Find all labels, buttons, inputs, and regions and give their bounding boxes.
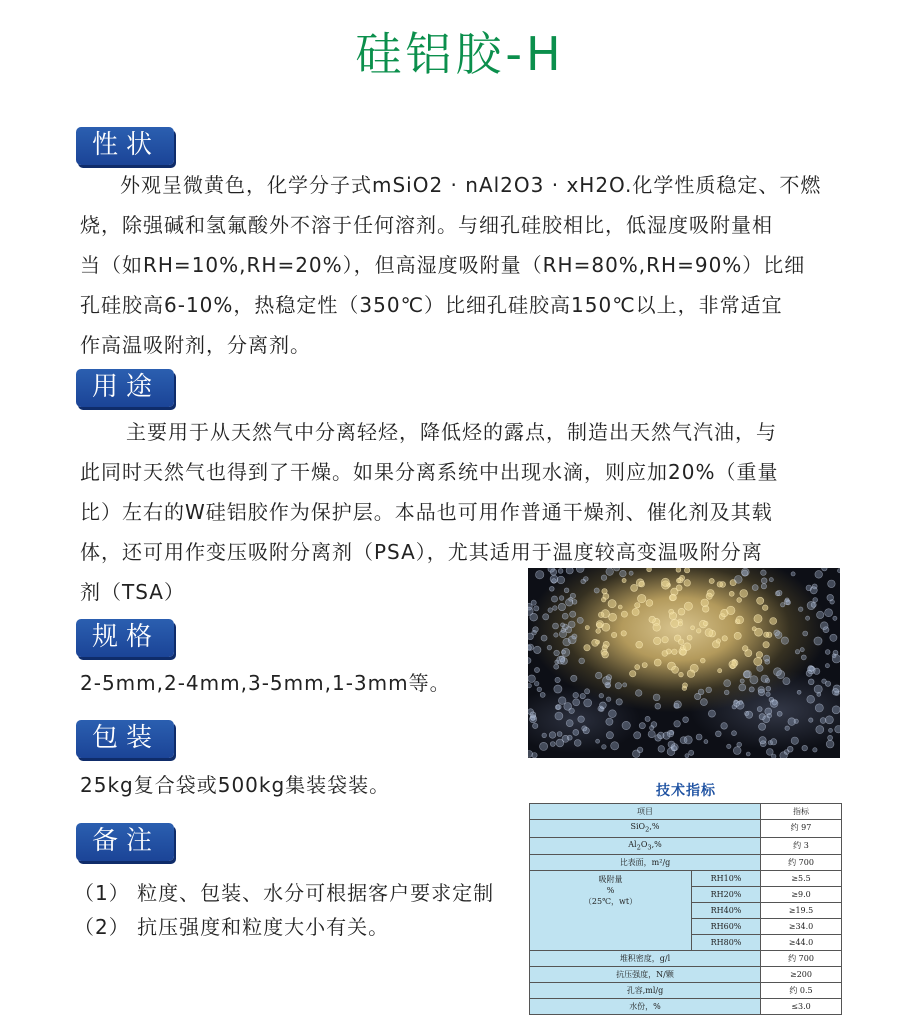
uses-line-3: 比）左右的W硅铝胶作为保护层。本品也可用作普通干燥剂、催化剂及其载 — [80, 500, 773, 524]
bead — [687, 635, 692, 640]
bead — [598, 612, 604, 618]
bead — [557, 576, 565, 584]
table-row — [530, 951, 842, 967]
bead — [609, 613, 617, 621]
bead — [815, 571, 823, 579]
bead — [583, 727, 589, 733]
bead — [768, 741, 772, 745]
table-row — [530, 837, 842, 855]
bead — [732, 731, 737, 736]
bead — [572, 634, 577, 639]
bead — [548, 568, 555, 572]
bead — [658, 732, 665, 739]
header-value: 指标 — [761, 804, 842, 820]
bead — [649, 616, 656, 623]
table-row — [530, 855, 842, 871]
bead — [651, 722, 657, 728]
bead — [562, 650, 566, 654]
bead — [715, 731, 721, 737]
adsorption-label-line: （25℃，wt） — [583, 897, 638, 907]
bead — [828, 580, 836, 588]
bead — [833, 616, 837, 620]
bead — [568, 621, 575, 628]
bead — [655, 703, 661, 709]
bead — [555, 712, 563, 720]
bead — [601, 575, 607, 581]
bead — [813, 598, 818, 603]
bead — [678, 639, 684, 645]
bead — [757, 597, 764, 604]
bead — [676, 568, 681, 572]
bead — [645, 716, 650, 721]
bead — [637, 747, 643, 753]
bead — [740, 590, 748, 598]
table-row — [530, 820, 842, 838]
bead — [811, 602, 816, 607]
bead — [676, 585, 682, 591]
packaging-text: 25kg复合袋或500kg集装袋装。 — [80, 773, 391, 797]
bead — [662, 651, 668, 657]
bead — [638, 594, 646, 602]
bead — [737, 742, 742, 747]
bead — [791, 737, 798, 744]
bead — [756, 652, 762, 658]
bead — [596, 629, 601, 634]
bead — [815, 704, 823, 712]
bead — [551, 596, 557, 602]
bead — [533, 723, 538, 728]
bead — [573, 729, 579, 735]
row-item: 堆积密度，g/l — [530, 951, 761, 967]
bead — [803, 631, 808, 636]
bead — [658, 746, 665, 753]
bead — [618, 605, 622, 609]
bead — [597, 623, 603, 629]
bead — [775, 632, 782, 639]
bead — [594, 588, 599, 593]
row-item: 水份，% — [530, 999, 761, 1015]
bead — [786, 600, 791, 605]
bead — [820, 718, 826, 724]
section-label-notes: 备注 — [76, 823, 174, 861]
bead — [825, 716, 833, 724]
row-value: 约 0.5 — [761, 983, 842, 999]
table-header-row — [530, 804, 842, 820]
bead — [825, 609, 833, 617]
bead — [813, 748, 817, 752]
bead — [554, 650, 560, 656]
bead — [622, 578, 626, 582]
bead — [683, 717, 689, 723]
spec-table-caption: 技术指标 — [656, 783, 716, 799]
row-value: 约 700 — [761, 951, 842, 967]
adsorption-cond: RH40% — [692, 903, 761, 919]
bead — [717, 582, 723, 588]
bead — [639, 581, 645, 587]
bead — [583, 577, 588, 582]
bead — [606, 718, 613, 725]
bead — [622, 721, 630, 729]
bead — [672, 649, 678, 655]
bead — [621, 611, 627, 617]
bead — [777, 711, 782, 716]
bead — [553, 623, 559, 629]
bead — [708, 710, 715, 717]
table-row — [530, 983, 842, 999]
bead — [550, 742, 555, 747]
bead — [569, 708, 575, 714]
bead — [727, 606, 735, 614]
adsorption-label-line: 吸附量 — [598, 875, 623, 885]
bead — [532, 753, 537, 758]
bead — [806, 616, 810, 620]
bead — [830, 634, 837, 641]
bead — [822, 568, 827, 571]
bead — [558, 603, 565, 610]
bead — [816, 726, 824, 734]
bead — [674, 721, 681, 728]
bead — [704, 740, 708, 744]
bead — [621, 631, 626, 636]
bead — [576, 568, 584, 573]
adsorption-cond: RH60% — [692, 919, 761, 935]
uses-line-5: 剂（TSA） — [80, 580, 185, 604]
bead — [596, 739, 600, 743]
section-label-uses: 用途 — [76, 369, 174, 407]
bead — [766, 749, 773, 756]
bead — [635, 603, 640, 608]
bead — [785, 726, 790, 731]
bead — [742, 570, 748, 576]
bead — [733, 747, 741, 755]
note-item-1: （1） 粒度、包装、水分可根据客户要求定制 — [74, 881, 495, 905]
row-value: ≤3.0 — [761, 999, 842, 1015]
bead — [553, 606, 558, 611]
bead — [827, 594, 834, 601]
bead — [609, 710, 617, 718]
bead — [648, 731, 655, 738]
bead — [550, 575, 558, 583]
bead — [557, 732, 562, 737]
properties-line-1: 外观呈微黄色，化学分子式mSiO2 · nAl2O3 · xH2O.化学性质稳定、不燃 — [120, 173, 822, 197]
bead — [549, 586, 554, 591]
bead — [661, 578, 669, 586]
bead — [671, 746, 676, 751]
bead — [820, 622, 828, 630]
bead — [838, 569, 841, 573]
adsorption-value: ≥19.5 — [761, 903, 842, 919]
bead — [762, 605, 768, 611]
bead — [639, 723, 645, 729]
adsorption-cond: RH80% — [692, 935, 761, 951]
bead — [670, 594, 677, 601]
bead — [566, 568, 573, 574]
header-item: 项目 — [530, 804, 761, 820]
bead — [562, 613, 568, 619]
properties-paragraph — [80, 165, 850, 365]
bead — [603, 593, 609, 599]
adsorption-value: ≥44.0 — [761, 935, 842, 951]
bead — [559, 596, 564, 601]
adsorption-cond: RH10% — [692, 871, 761, 887]
section-label-properties: 性状 — [76, 127, 174, 165]
bead — [752, 627, 756, 631]
bead — [540, 742, 548, 750]
row-item-sio2: SiO$_2$,% — [530, 820, 761, 838]
bead — [701, 599, 709, 607]
row-item: 孔容,ml/g — [530, 983, 761, 999]
section-label-specs: 规格 — [76, 619, 174, 657]
bead — [709, 578, 714, 583]
bead — [608, 600, 616, 608]
bead — [737, 598, 742, 603]
row-item-al2o3: $Al_2O_3,\%$ — [530, 837, 761, 855]
bead — [684, 736, 692, 744]
bead — [685, 754, 689, 758]
bead — [757, 707, 762, 712]
bead — [653, 624, 661, 632]
bead — [776, 590, 782, 596]
bead — [759, 737, 766, 744]
bead — [801, 655, 806, 660]
bead — [684, 568, 689, 573]
bead — [742, 646, 748, 652]
bead — [759, 723, 766, 730]
row-value: 约 700 — [761, 855, 842, 871]
bead — [727, 744, 731, 748]
bead — [554, 633, 558, 637]
bead — [761, 584, 766, 589]
row-value: 约 3 — [761, 837, 842, 855]
table-row — [530, 871, 842, 887]
bead — [678, 608, 685, 615]
bead — [746, 711, 753, 718]
bead — [602, 745, 607, 750]
bead — [611, 632, 616, 637]
bead — [566, 599, 573, 606]
bead — [683, 643, 691, 651]
bead — [620, 570, 627, 577]
bead — [564, 588, 569, 593]
adsorption-label — [530, 871, 692, 951]
bead — [706, 593, 712, 599]
bead — [791, 572, 795, 576]
bead — [691, 626, 695, 630]
bead — [611, 742, 619, 750]
bead — [705, 629, 713, 637]
bead — [572, 599, 577, 604]
bead — [734, 576, 742, 584]
bead — [549, 732, 556, 739]
bead — [676, 578, 681, 583]
bead — [828, 735, 833, 740]
bead — [606, 732, 613, 739]
bead — [548, 608, 553, 613]
bead — [528, 645, 531, 650]
bead — [802, 745, 808, 751]
bead — [534, 606, 539, 611]
bead — [800, 648, 804, 652]
bead — [662, 637, 668, 643]
table-row — [530, 999, 842, 1015]
bead — [669, 609, 674, 614]
uses-line-4: 体，还可用作变压吸附分离剂（PSA），尤其适用于温度较高变温吸附分离 — [80, 540, 763, 564]
bead — [634, 732, 641, 739]
bead — [826, 740, 834, 748]
bead — [558, 569, 563, 574]
bead — [559, 630, 566, 637]
bead — [631, 584, 638, 591]
bead — [767, 713, 772, 718]
bead — [606, 568, 614, 575]
bead — [770, 618, 777, 625]
adsorption-cond: RH20% — [692, 887, 761, 903]
bead — [566, 720, 573, 727]
bead — [764, 655, 770, 661]
row-item: 比表面，m²/g — [530, 855, 761, 871]
bead — [798, 607, 803, 612]
bead — [734, 632, 741, 639]
bead — [678, 622, 682, 626]
bead — [761, 570, 767, 576]
row-value: 约 97 — [761, 820, 842, 838]
bead — [632, 608, 639, 615]
bead — [809, 718, 813, 722]
bead — [570, 593, 575, 598]
bead — [536, 571, 544, 579]
properties-line-4: 孔硅胶高6-10%，热稳定性（350℃）比细孔硅胶高150℃以上，非常适宜 — [80, 293, 783, 317]
bead — [541, 635, 547, 641]
bead — [754, 615, 762, 623]
bead — [629, 571, 633, 575]
bead — [736, 616, 744, 624]
bead — [684, 580, 691, 587]
properties-line-5: 作高温吸附剂，分离剂。 — [80, 333, 311, 357]
section-label-packaging: 包装 — [76, 720, 174, 758]
bead — [722, 636, 727, 641]
bead — [752, 585, 758, 591]
bead — [567, 735, 572, 740]
bead — [532, 630, 537, 635]
spec-table — [529, 803, 842, 1015]
bead — [696, 734, 702, 740]
note-item-2: （2） 抗压强度和粒度大小有关。 — [74, 915, 390, 939]
bead — [574, 740, 581, 747]
adsorption-value: ≥34.0 — [761, 919, 842, 935]
bead — [684, 602, 692, 610]
adsorption-label-line: % — [606, 886, 615, 896]
bead — [646, 600, 653, 607]
uses-line-1: 主要用于从天然气中分离轻烃，降低烃的露点，制造出天然气汽油，与 — [126, 420, 777, 444]
adsorption-value: ≥5.5 — [761, 871, 842, 887]
bead — [542, 733, 547, 738]
bead — [530, 613, 538, 621]
bead — [654, 637, 661, 644]
bead — [689, 750, 694, 755]
bead — [543, 614, 549, 620]
bead — [578, 716, 585, 723]
bead — [810, 587, 817, 594]
bead — [829, 728, 833, 732]
bead — [556, 704, 561, 709]
bead — [721, 723, 728, 730]
row-value: ≥200 — [761, 967, 842, 983]
properties-line-2: 烧，除强碱和氢氟酸外不溶于任何溶剂。与细孔硅胶相比，低湿度吸附量相 — [80, 213, 773, 237]
bead — [780, 752, 788, 758]
bead — [716, 639, 720, 643]
bead — [671, 619, 679, 627]
bead — [769, 578, 773, 582]
uses-line-2: 此同时天然气也得到了干燥。如果分离系统中出现水滴，则应加20%（重量 — [80, 460, 779, 484]
bead — [795, 650, 799, 654]
bead — [602, 651, 609, 658]
bead — [585, 626, 589, 630]
bead — [832, 654, 836, 658]
bead — [577, 617, 583, 623]
bead — [825, 650, 830, 655]
bead — [763, 642, 769, 648]
bead — [746, 752, 750, 756]
bead — [761, 578, 767, 584]
bead — [764, 632, 769, 637]
adsorption-value: ≥9.0 — [761, 887, 842, 903]
bead — [817, 611, 824, 618]
bead — [832, 706, 840, 714]
bead — [614, 568, 620, 571]
bead — [781, 637, 788, 644]
bead — [814, 637, 822, 645]
bead — [794, 719, 798, 723]
bead — [781, 603, 785, 607]
bead — [596, 640, 600, 644]
bead — [534, 646, 541, 653]
bead — [584, 645, 590, 651]
bead — [636, 641, 643, 648]
bead — [729, 591, 734, 596]
bead — [570, 611, 576, 617]
bead — [602, 645, 607, 650]
bead — [547, 645, 552, 650]
bead — [696, 629, 701, 634]
row-item: 抗压强度，N/颗 — [530, 967, 761, 983]
bead — [561, 623, 565, 627]
table-row — [530, 967, 842, 983]
page-title: 硅铝胶-H — [355, 27, 565, 81]
bead — [670, 730, 674, 734]
bead — [530, 716, 537, 723]
bead — [602, 623, 610, 631]
specs-text: 2-5mm,2-4mm,3-5mm,1-3mm等。 — [80, 671, 451, 695]
bead — [703, 621, 708, 626]
bead — [647, 568, 652, 572]
bead — [556, 739, 564, 747]
properties-line-3: 当（如RH=10%,RH=20%），但高湿度吸附量（RH=80%,RH=90%）比细 — [80, 253, 806, 277]
bead — [835, 726, 840, 733]
